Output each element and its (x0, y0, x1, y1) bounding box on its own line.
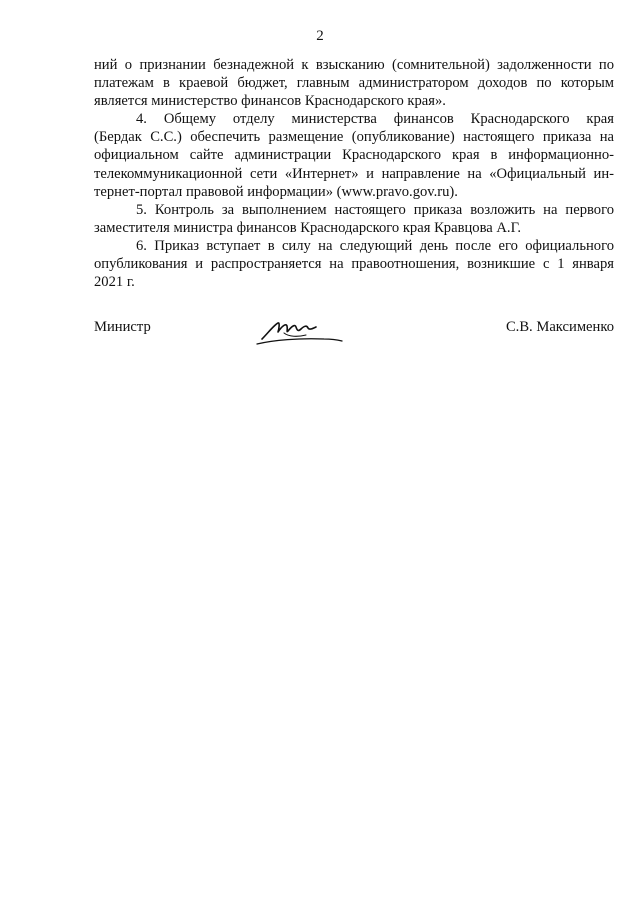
handwritten-signature (254, 313, 354, 349)
paragraph-item-6 (94, 237, 614, 291)
text-line: тернет-портал правовой информации» (www.pravo.gov.ru). (94, 183, 458, 200)
text-line: платежам в краевой бюджет, главным администратором доходов по которым (94, 75, 614, 92)
text-line: ний о признании безнадежной к взысканию (сомнительной) задолженности по (94, 57, 614, 73)
text-line: (Бердак С.С.) обеспечить размещение (опубликование) настоящего приказа на (94, 129, 614, 146)
text-line: заместителя министра финансов Краснодарского края Кравцова А.Г. (94, 219, 522, 236)
signature-block (94, 313, 614, 353)
page-number: 2 (316, 28, 324, 44)
text-line: 4. Общему отделу министерства финансов Краснодарского края (136, 111, 614, 128)
signatory-position: Министр (94, 319, 151, 335)
text-line: 2021 г. (94, 274, 135, 291)
text-line: 5. Контроль за выполнением настоящего приказа возложить на первого (136, 201, 614, 218)
document-body (94, 56, 614, 291)
paragraph-continuation (94, 56, 614, 110)
signatory-name: С.В. Максименко (505, 319, 614, 335)
paragraph-item-5 (94, 201, 614, 237)
text-line: является министерство финансов Краснодарского края». (94, 93, 446, 110)
text-line: телекоммуникационной сети «Интернет» и направление на «Официальный ин- (94, 165, 614, 182)
text-line: 6. Приказ вступает в силу на следующий день после его официального (136, 237, 614, 254)
text-line: официальном сайте администрации Краснодарского края в информационно- (94, 147, 614, 164)
text-line: опубликования и распространяется на правоотношения, возникшие с 1 января (94, 256, 614, 273)
paragraph-item-4 (94, 110, 614, 200)
